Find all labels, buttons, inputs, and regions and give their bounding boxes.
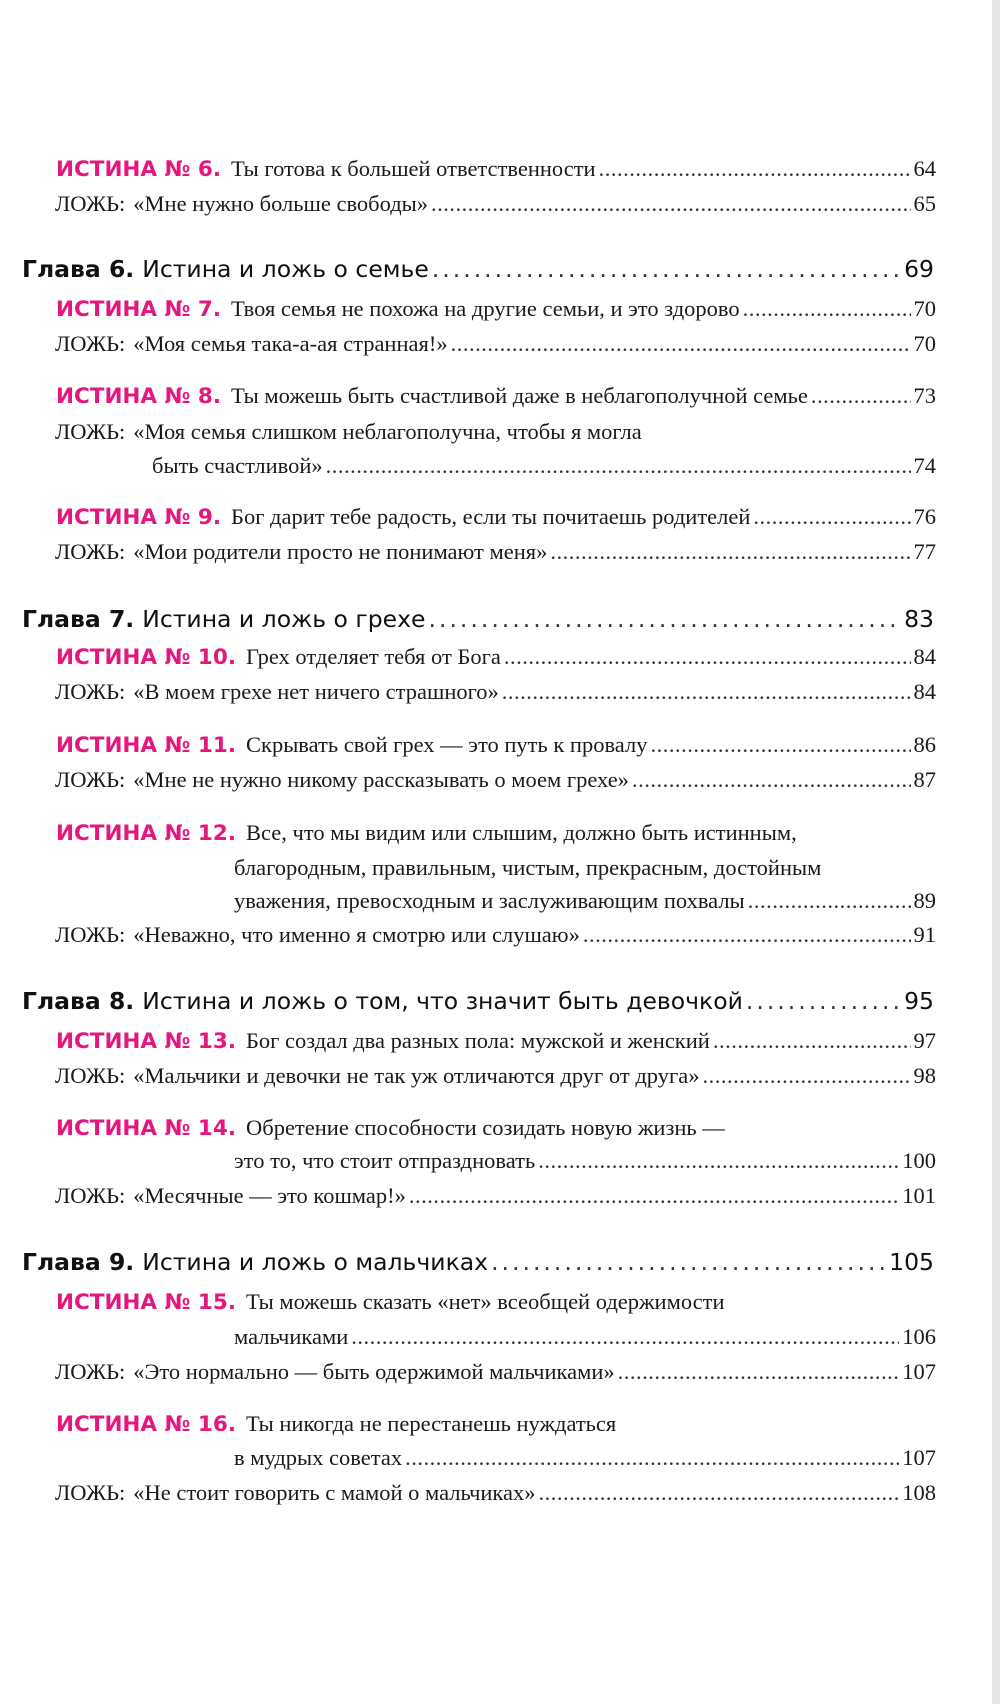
truth-text: Обретение способности созидать новую жизнь —	[246, 1115, 725, 1140]
lie-label: ЛОЖЬ:	[55, 191, 126, 216]
truth-number: ИСТИНА № 14.	[56, 1116, 236, 1141]
toc-lie-12[interactable]	[55, 924, 936, 947]
page-number: 100	[902, 1148, 936, 1173]
toc-truth-15[interactable]	[56, 1291, 936, 1314]
leader-dots	[539, 1482, 900, 1505]
toc-truth-12-continued-2[interactable]	[234, 890, 936, 913]
toc-truth-15-continued[interactable]	[234, 1326, 936, 1349]
toc-chapter-6[interactable]	[22, 255, 934, 283]
chapter-label: Глава 9.	[22, 1248, 135, 1276]
leader-dots	[599, 158, 911, 181]
page-number: 74	[913, 453, 936, 478]
toc-lie-8[interactable]	[55, 421, 936, 444]
lie-text: «Моя семья така-а-ая странная!»	[133, 331, 448, 356]
truth-text: Ты можешь сказать «нет» всеобщей одержимости	[246, 1289, 725, 1314]
toc-chapter-7[interactable]	[22, 605, 934, 633]
lie-label: ЛОЖЬ:	[55, 1480, 126, 1505]
truth-text-continued: благородным, правильным, чистым, прекрасным, достойным	[234, 855, 822, 880]
lie-text: «Месячные — это кошмар!»	[133, 1183, 406, 1208]
leader-dots	[713, 1030, 911, 1053]
leader-dots	[504, 646, 911, 669]
lie-label: ЛОЖЬ:	[55, 419, 126, 444]
truth-text-continued: уважения, превосходным и заслуживающим похвалы	[234, 888, 745, 913]
toc-truth-11[interactable]	[56, 734, 936, 757]
chapter-title: Истина и ложь о мальчиках	[142, 1248, 489, 1276]
chapter-label: Глава 7.	[22, 605, 135, 633]
truth-text: Бог дарит тебе радость, если ты почитаешь родителей	[231, 504, 751, 529]
toc-truth-7[interactable]	[56, 298, 936, 321]
truth-text: Все, что мы видим или слышим, должно быть истинным,	[246, 820, 797, 845]
lie-label: ЛОЖЬ:	[55, 1183, 126, 1208]
toc-chapter-8[interactable]	[22, 987, 934, 1015]
chapter-label: Глава 6.	[22, 255, 135, 283]
page-number: 65	[913, 191, 936, 216]
chapter-title: Истина и ложь о грехе	[142, 605, 426, 633]
lie-text: «Не стоит говорить с мамой о мальчиках»	[133, 1480, 536, 1505]
lie-text-continued: быть счастливой»	[152, 453, 323, 478]
toc-truth-12-continued-1[interactable]	[234, 857, 936, 880]
toc-truth-14[interactable]	[56, 1117, 936, 1140]
page-number: 73	[913, 383, 936, 408]
lie-text: «Мальчики и девочки не так уж отличаются друг от друга»	[133, 1063, 700, 1088]
truth-number: ИСТИНА № 8.	[56, 384, 222, 409]
page-number: 106	[902, 1324, 936, 1349]
leader-dots	[632, 769, 911, 792]
lie-label: ЛОЖЬ:	[55, 679, 126, 704]
page-number: 69	[904, 255, 934, 283]
truth-number: ИСТИНА № 10.	[56, 645, 236, 670]
leader-dots	[451, 333, 911, 356]
truth-number: ИСТИНА № 16.	[56, 1412, 236, 1437]
truth-text: Твоя семья не похожа на другие семьи, и это здорово	[231, 296, 740, 321]
page-number: 95	[904, 987, 934, 1015]
toc-lie-15[interactable]	[55, 1361, 936, 1384]
chapter-label: Глава 8.	[22, 987, 135, 1015]
leader-dots	[429, 608, 902, 632]
page-number: 84	[913, 679, 936, 704]
leader-dots	[326, 455, 911, 478]
toc-lie-10[interactable]	[55, 681, 936, 704]
page-number: 105	[889, 1248, 934, 1276]
truth-text: Ты готова к большей ответственности	[231, 156, 596, 181]
leader-dots	[618, 1361, 900, 1384]
lie-label: ЛОЖЬ:	[55, 1359, 126, 1384]
truth-text: Ты никогда не перестанешь нуждаться	[246, 1411, 617, 1436]
truth-number: ИСТИНА № 13.	[56, 1029, 236, 1054]
toc-truth-9[interactable]	[56, 506, 936, 529]
chapter-title: Истина и ложь о семье	[142, 255, 429, 283]
page-number: 107	[902, 1445, 936, 1470]
toc-lie-16[interactable]	[55, 1482, 936, 1505]
leader-dots	[550, 541, 910, 564]
truth-text: Бог создал два разных пола: мужской и женский	[246, 1028, 710, 1053]
page-number: 97	[913, 1028, 936, 1053]
toc-truth-13[interactable]	[56, 1030, 936, 1053]
page-number: 76	[913, 504, 936, 529]
toc-truth-12[interactable]	[56, 822, 936, 845]
truth-text-continued: в мудрых советах	[234, 1445, 403, 1470]
toc-lie-14[interactable]	[55, 1185, 936, 1208]
page-number: 89	[913, 888, 936, 913]
lie-label: ЛОЖЬ:	[55, 1063, 126, 1088]
toc-lie-13[interactable]	[55, 1065, 936, 1088]
leader-dots	[583, 924, 911, 947]
leader-dots	[746, 990, 901, 1014]
page-number: 101	[902, 1183, 936, 1208]
lie-text: «Это нормально — быть одержимой мальчиками»	[133, 1359, 615, 1384]
truth-number: ИСТИНА № 7.	[56, 297, 222, 322]
leader-dots	[409, 1185, 899, 1208]
leader-dots	[538, 1150, 899, 1173]
toc-lie-8-continued[interactable]	[152, 455, 936, 478]
lie-label: ЛОЖЬ:	[55, 331, 126, 356]
lie-text: «Мои родители просто не понимают меня»	[133, 539, 548, 564]
leader-dots	[702, 1065, 910, 1088]
page-number: 87	[913, 767, 936, 792]
page-number: 64	[913, 156, 936, 181]
leader-dots	[491, 1251, 886, 1275]
leader-dots	[405, 1447, 899, 1470]
toc-truth-10[interactable]	[56, 646, 936, 669]
truth-text: Скрывать свой грех — это путь к провалу	[246, 732, 648, 757]
lie-label: ЛОЖЬ:	[55, 767, 126, 792]
truth-text: Грех отделяет тебя от Бога	[246, 644, 501, 669]
leader-dots	[748, 890, 911, 913]
leader-dots	[743, 298, 911, 321]
toc-truth-6[interactable]	[56, 158, 936, 181]
toc-truth-16[interactable]	[56, 1413, 936, 1436]
leader-dots	[432, 258, 901, 282]
lie-label: ЛОЖЬ:	[55, 539, 126, 564]
toc-truth-8[interactable]	[56, 385, 936, 408]
toc-lie-7[interactable]	[55, 333, 936, 356]
lie-text: «Неважно, что именно я смотрю или слушаю»	[133, 922, 580, 947]
lie-text: «В моем грехе нет ничего страшного»	[133, 679, 499, 704]
page-number: 108	[902, 1480, 936, 1505]
page-number: 84	[913, 644, 936, 669]
leader-dots	[502, 681, 911, 704]
lie-text: «Мне нужно больше свободы»	[133, 191, 429, 216]
truth-number: ИСТИНА № 12.	[56, 821, 236, 846]
toc-lie-11[interactable]	[55, 769, 936, 792]
toc-truth-16-continued[interactable]	[234, 1447, 936, 1470]
toc-truth-14-continued[interactable]	[234, 1150, 936, 1173]
toc-chapter-9[interactable]	[22, 1248, 934, 1276]
page-number: 70	[913, 296, 936, 321]
leader-dots	[351, 1326, 899, 1349]
lie-label: ЛОЖЬ:	[55, 922, 126, 947]
page-number: 86	[913, 732, 936, 757]
page-number: 83	[904, 605, 934, 633]
page-number: 70	[913, 331, 936, 356]
toc-lie-6[interactable]	[55, 193, 936, 216]
truth-text-continued: мальчиками	[234, 1324, 349, 1349]
leader-dots	[753, 506, 910, 529]
truth-number: ИСТИНА № 11.	[56, 733, 236, 758]
truth-number: ИСТИНА № 15.	[56, 1290, 236, 1315]
page-edge-shadow	[992, 0, 1000, 1704]
leader-dots	[431, 193, 910, 216]
truth-text-continued: это то, что стоит отпраздновать	[234, 1148, 536, 1173]
lie-text: «Моя семья слишком неблагополучна, чтобы я могла	[133, 419, 642, 444]
lie-text: «Мне не нужно никому рассказывать о моем грехе»	[133, 767, 629, 792]
leader-dots	[811, 385, 911, 408]
leader-dots	[650, 734, 910, 757]
page-number: 107	[902, 1359, 936, 1384]
page-number: 91	[913, 922, 936, 947]
toc-lie-9[interactable]	[55, 541, 936, 564]
page-number: 98	[913, 1063, 936, 1088]
page-number: 77	[913, 539, 936, 564]
truth-text: Ты можешь быть счастливой даже в неблагополучной семье	[231, 383, 808, 408]
chapter-title: Истина и ложь о том, что значит быть девочкой	[142, 987, 743, 1015]
truth-number: ИСТИНА № 6.	[56, 157, 222, 182]
truth-number: ИСТИНА № 9.	[56, 505, 222, 530]
